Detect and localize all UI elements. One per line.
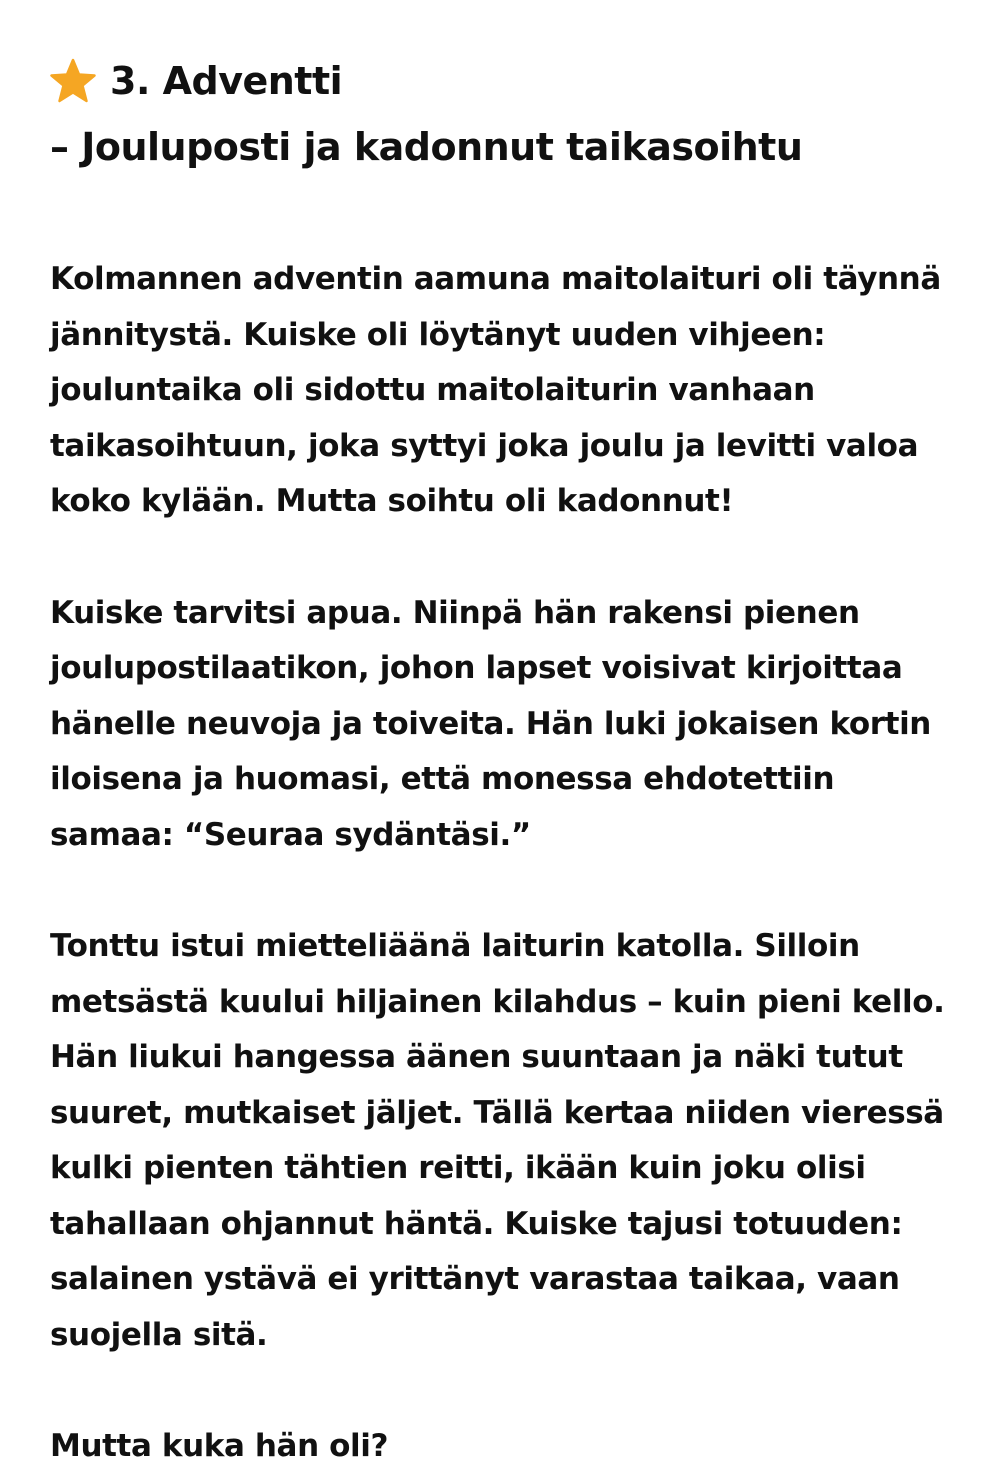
story-page — [50, 48, 960, 1475]
chapter-title-line-1 — [50, 48, 960, 114]
paragraph-4: Mutta kuka hän oli? — [50, 1428, 389, 1464]
paragraph-2: Kuiske tarvitsi apua. Niinpä hän rakensi pienen joulupostilaatikon, johon lapset voisivat kirjoittaa hänelle neuvoja ja toiveita. Hän luki jokaisen kortin iloisena ja huomasi, että monessa ehdotettiin samaa: “Seuraa sydäntäsi.” — [50, 594, 931, 853]
chapter-title — [50, 48, 960, 180]
chapter-title-line-2: – Jouluposti ja kadonnut taikasoihtu — [50, 125, 803, 169]
chapter-number: 3. Adventti — [110, 59, 343, 103]
star-icon — [50, 58, 96, 104]
paragraph-1: Kolmannen adventin aamuna maitolaituri oli täynnä jännitystä. Kuiske oli löytänyt uuden vihjeen: jouluntaika oli sidottu maitolaiturin vanhaan taikasoihtuun, joka syttyi joka joulu ja levitti valoa koko kylään. Mutta soihtu oli kadonnut! — [50, 261, 941, 519]
paragraph-3: Tonttu istui mietteliäänä laiturin katolla. Silloin metsästä kuului hiljainen kilahdus – kuin pieni kello. Hän liukui hangessa äänen suuntaan ja näki tutut suuret, mutkaiset jäljet. Tällä kertaa niiden vieressä kulki pienten tähtien reitti, ikään kuin joku olisi tahallaan ohjannut häntä. Kuiske tajusi totuuden: salainen ystävä ei yrittänyt varastaa taikaa, vaan suojella sitä. — [50, 928, 945, 1353]
